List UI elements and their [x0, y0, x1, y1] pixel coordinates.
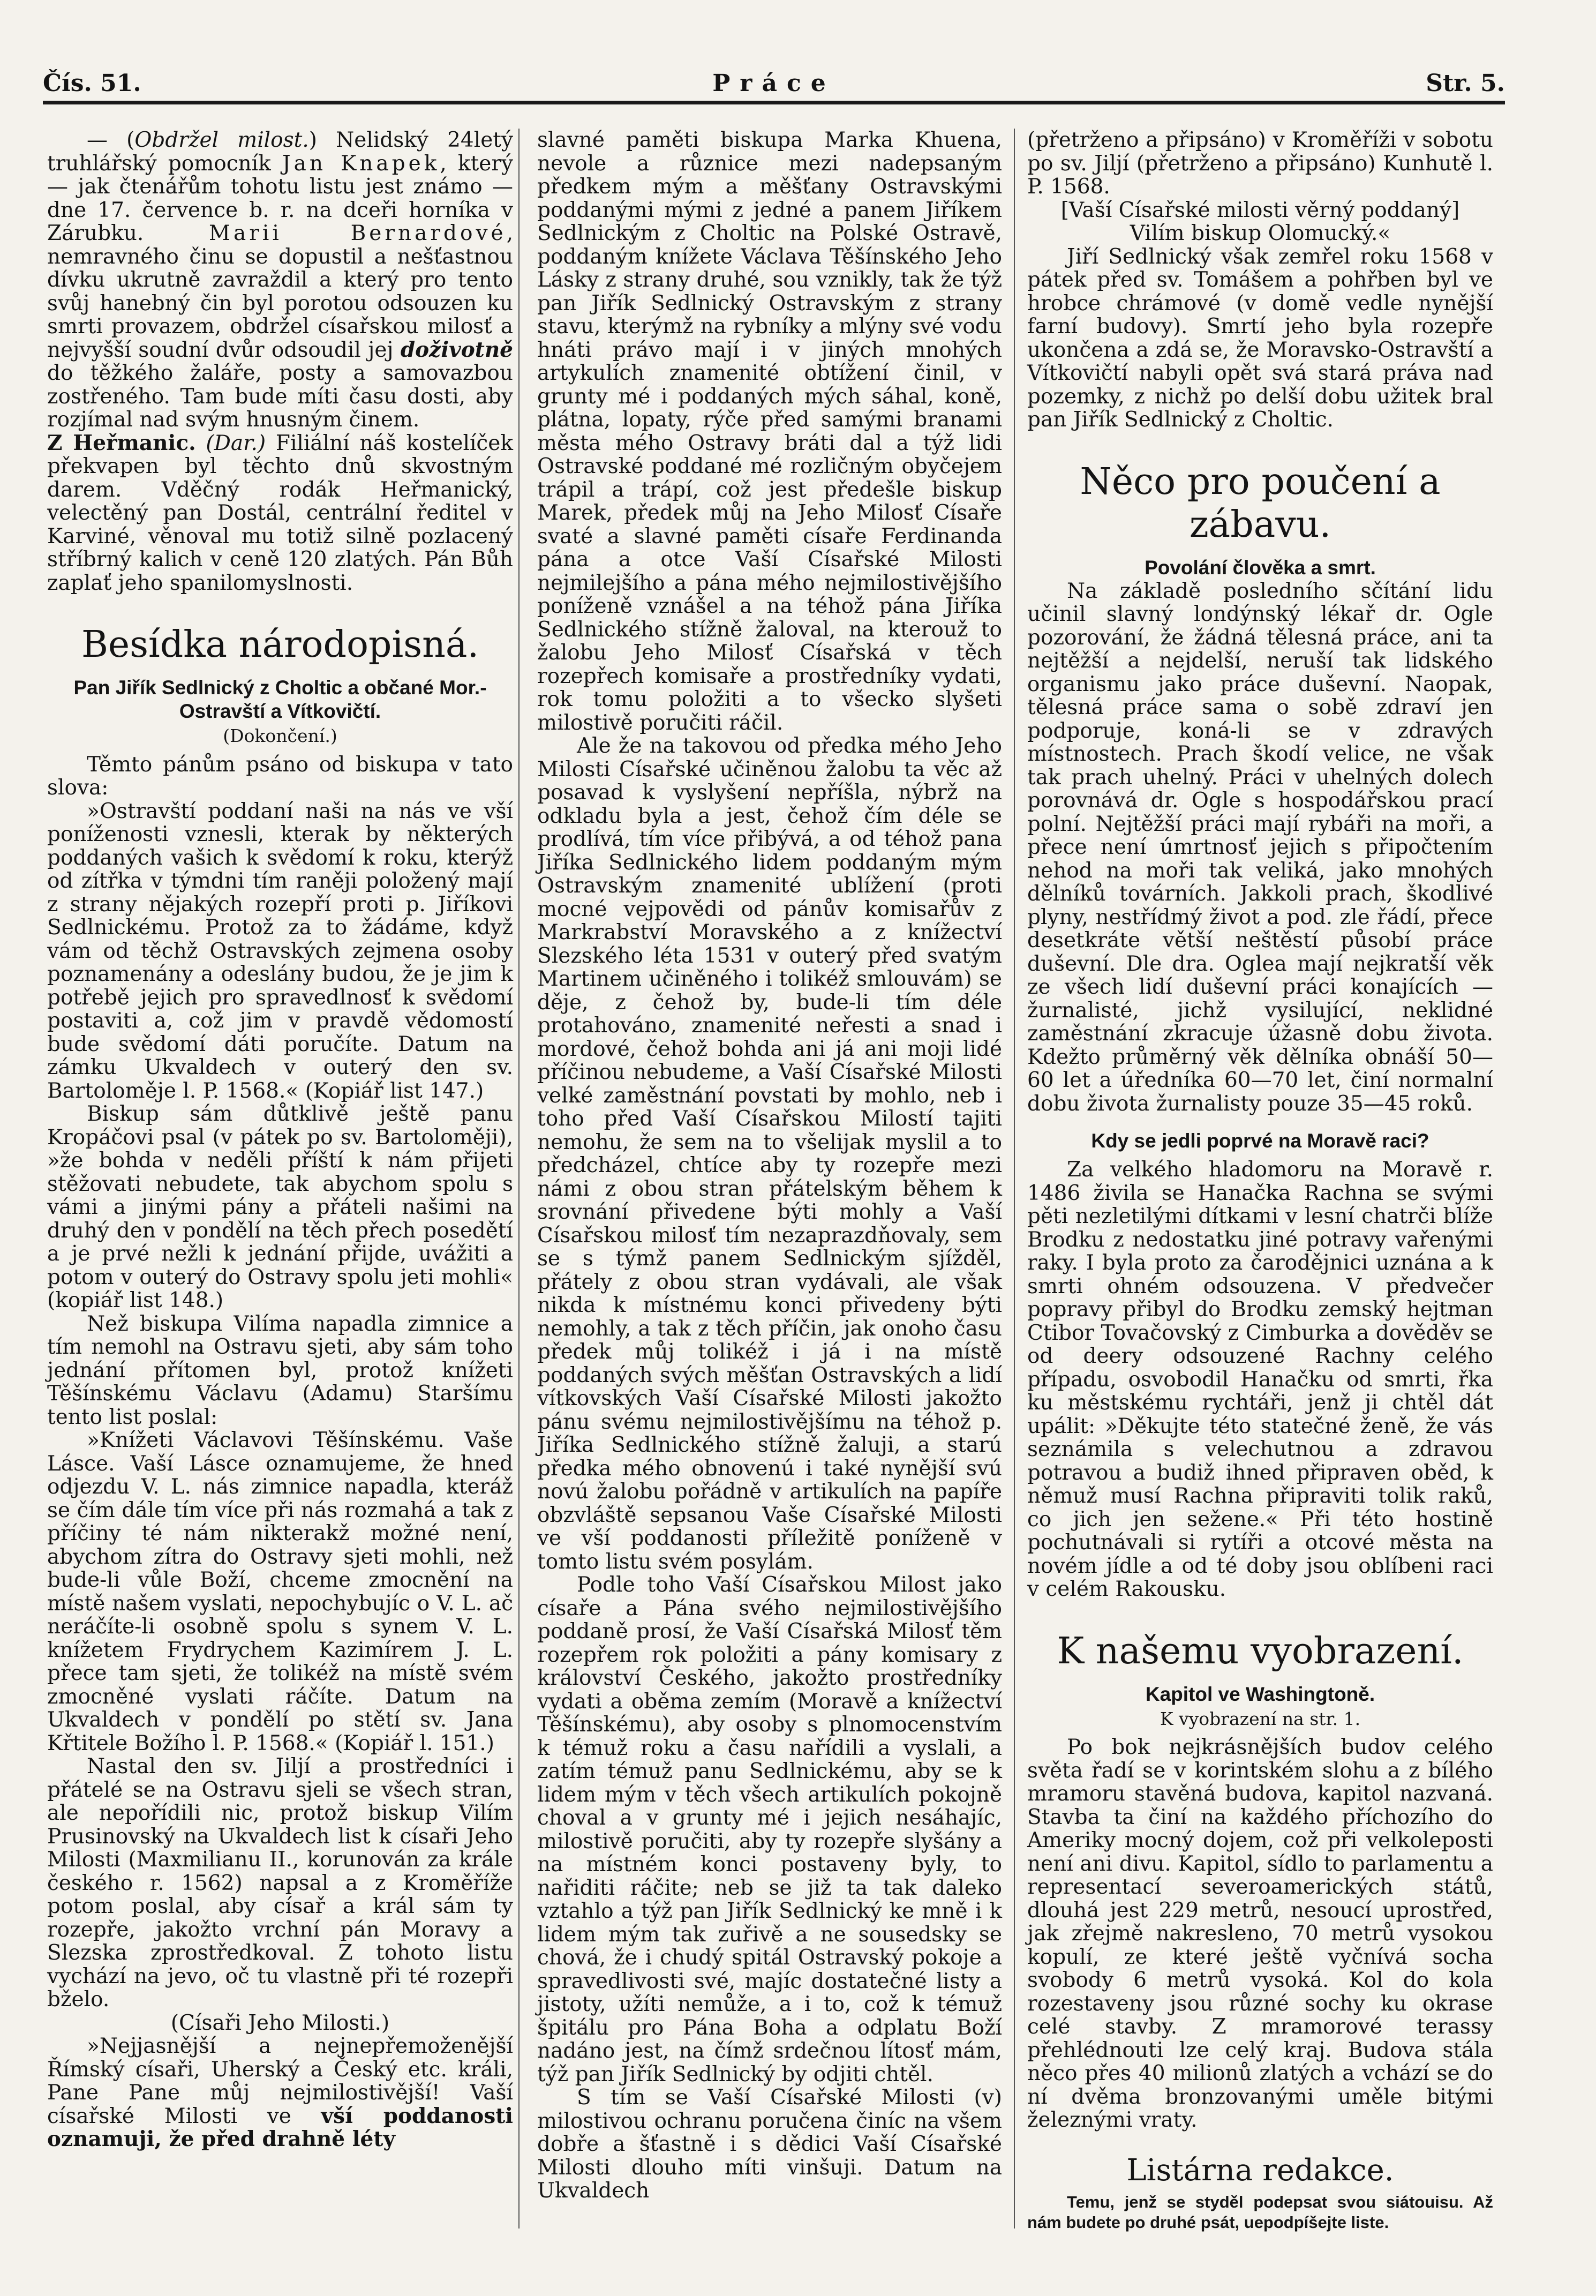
- article-subtitle: Povolání člověka a smrt.: [1145, 556, 1376, 579]
- paragraph: »Nejjasnější a nejnepřemoženější Římský císaři, Uherský a Český etc. králi, Pane Pane můj nejmilostivější! Vaší císařské Milosti ve vší poddanosti oznamuji, že před drahně léty: [47, 2034, 513, 2151]
- paragraph: Za velkého hladomoru na Moravě r. 1486 živila se Hanačka Rachna se svými pěti nezletilými dítkami v lesní chatrči blíže Brodku z nedostatku jiné potravy vařenými raky. I byla proto za čarodějnici uznána a k smrti ohném odsouzena. V předvečer popravy přibyl do Brodku zemský hejtman Ctibor Tovačovský z Cimburka a dověděv se od deery odsouzené Rachny celého případu, osvobodil Hanačku od smrti, řka ku městskému rychtáři, jenž ji chtěl dát upálit: »Děkujte této statečné ženě, že vás seznámila s velechutnou a zdravou potravou a budiž ihned připraven oběd, k němuž musí Rachna připraviti tolik raků, co jich jen sežene.« Při této hostině pochutnávali si rytíři a otcové města na novém jídle a od té doby jsou oblíbeni raci v celém Rakousku.: [1027, 1158, 1493, 1601]
- reference-note: K vyobrazení na str. 1.: [1160, 1708, 1361, 1729]
- section-title-poučení: Něco pro poučení a zábavu.: [1080, 460, 1441, 546]
- page-header: [43, 70, 1505, 102]
- article-subtitle: Kdy se jedli poprvé na Moravě raci?: [1091, 1130, 1429, 1152]
- paragraph: Na základě posledního sčítání lidu učinil slavný londýnský lékař dr. Ogle pozorování, že žádná tělesná práce, ani ta nejtěžší a nejdelší, neruší tak lidského organismu jako práce duševní. Naopak, tělesná práce sama o sobě zdraví jen podporuje, koná-li se v zdravých místnostech. Prach škodí velice, ne však tak prach uhelný. Práci v uhelných dolech porovnává dr. Ogle s hospodářskou prací polní. Nejtěžší práci mají rybáři na moři, a přece není úmrtnosť jejich s připočtením nehod na moři tak veliká, jako mnohých dělníků továrních. Jakkoli prach, škodlivé plyny, nestřídmý život a pod. zle řádí, přece desetkráte větší neštěstí působí práce duševní. Dle dra. Oglea mají nejkratší věk ze všech lidí duševní práci konajících — žurnalisté, jichž vysilující, neklidné zaměstnání zkracuje úžasně dobu života. Kdežto průměrný věk dělníka obnáší 50—60 let a úředníka 60—70 let, činí normalní dobu života žurnalisty pouze 35—45 roků.: [1027, 579, 1493, 1116]
- paragraph: Nastal den sv. Jiljí a prostředníci i přátelé se na Ostravu sjeli se všech stran, ale nepořídili nic, protož biskup Vilím Prusinovský na Ukvaldech list k císaři Jeho Milosti (Maxmilianu II., korunován za krále českého r. 1562) napsal a z Kroměříže potom poslal, aby císař a král sám ty rozepře, jakožto vrchní pán Moravy a Slezska zprostředkoval. Z tohoto listu vychází na jevo, oč tu vlastně při té rozepři bželo.: [47, 1754, 513, 2012]
- continuation-note: (Dokončení.): [223, 725, 337, 746]
- section-title-besidka: Besídka národopisná.: [81, 624, 479, 666]
- paragraph: Podle toho Vaší Císařskou Milost jako císaře a Pána svého nejmilostivějšího poddaně prosí, že Vaší Císařská Milosť těm rozepřem rok položiti a pány komisary z království Českého, jakožto prostředníky vydati a oběma zemím (Moravě a knížectví Těšínskému), aby osoby s plnomocenstvím k témuž roku a času nařídili a vyslali, a zatím témuž panu Sedlnickému, aby se k lidem mým v těch všech artikulích pokojně choval a v grunty mé i jejich nesáhajíc, milostivě poručiti, aby ty rozepře slyšány a na místném konci postaveny byly, to nařiditi ráčite; neb se již ta tak daleko vztahlo a týž pan Jiřík Sedlnický ke mně i k lidem mým tak zuřivě a ne sousedsky se chová, že i chudý spitál Ostravský pokoje a spravedlivosti své, majíc dostatečné listy a jistoty, užíti nemůže, a i to, což k témuž špitálu pro Pána Boha a odplatu Boží nadáno jest, na čímž srdečnou lítosť mám, týž pan Jiřík Sedlnický by odjiti chtěl.: [537, 1573, 1002, 2087]
- paragraph: Biskup sám důtklivě ještě panu Kropáčovi psal (v pátek po sv. Bartoloměji), »že bohda v neděli příští k nám přijeti stěžovati nebudete, tak abychom spolu s vámi a jinými pány a přáteli našimi na druhý den v pondělí na těch přech posedětí a je prvé nežli k jednání přijde, uvážiti a potom v outerý do Ostravy spolu jeti mohli« (kopiář list 148.): [47, 1102, 513, 1312]
- section-title-listarna: Listárna redakce.: [1126, 2152, 1394, 2188]
- column-divider: [518, 129, 520, 2229]
- letter-signature: Vilím biskup Olomucký.«: [1130, 221, 1391, 245]
- letter-heading: (Císaři Jeho Milosti.): [170, 2010, 390, 2035]
- column-right: [1027, 129, 1493, 2233]
- newspaper-title: Práce: [712, 70, 835, 97]
- paragraph: »Knížeti Václavovi Těšínskému. Vaše Lásce. Vaší Lásce oznamujeme, že hned odjezdu V. L. nás zimnice napadla, kteráž se čím dále tím více při nás rozmahá a tak z příčiny té nám nikterakž možné není, abychom zítra do Ostravy sjeti mohli, než bude-li vůle Boží, chceme zmocnění na místě našem vyslati, nepochybujíc o V. L. ač neráčíte-li osobně spolu s synem V. L. knížetem Frydrychem Kazimírem J. L. přece tam sjeti, že tolikéž na místě svém zmocněné vyslati ráčíte. Datum na Ukvaldech v pondělí po stětí sv. Jana Křtitele Božího l. P. 1568.« (Kopiář l. 151.): [47, 1428, 513, 1755]
- column-middle: [537, 129, 1002, 2203]
- paragraph: Těmto pánům psáno od biskupa v tato slova:: [47, 752, 513, 800]
- paragraph: Ale že na takovou od předka mého Jeho Milosti Císařské učiněnou žalobu ta věc až posavad k vyslyšení nepříšla, nýbrž na odkladu byla a jest, čehož čím déle se prodlívá, tím více přibývá, a od téhož pana Jiříka Sedlnického lidem poddaným mým Ostravským znamenité ublížení (proti mocné vejpovědi od pánův komisařův z Markrabství Moravského a z knížectví Slezského léta 1531 v outerý před svatým Martinem učiněného i tolikéž smlouvám) se děje, z čehož by, bude-li tím déle protahováno, znamenité neřesti a snad i mordové, čehož bohda ani já ani moji lidé příčinou nebudeme, a Vaší Císařské Milosti velké zaměstnání povstati by mohlo, neb i toho před Vaší Císařskou Milostí tajiti nemohu, že sem na to všelijak myslil a to předcházel, chtíce aby ty rozepře mezi námi z obou stran přátelským během k srovnání přivedene býti mohly a Vaší Císařskou milosť tím nezaprazdňovaly, sem se s týmž panem Sedlnickým sjížděl, přátely z obou stran vydávali, ale však nikda k místnému konci přivedeny býti nemohly, a tak z těch příčin, jak onoho času předek můj tolikéž i já i na místě poddaných svých měšťan Ostravských a lidí vítkovských Vaší Císařské Milosti jakožto pánu svému nejmilostivějšímu na téhož p. Jiříka Sedlnického stížně žaluji, a starú předka mého obnovenú i také nynější svú novú žalobu pořádně v artikulích na papíře obzvláště sepsanou Vaše Císařské Milosti ve vší poddanosti příležitě poníženě v tomto listu svém posylám.: [537, 734, 1002, 1574]
- letter-closing: [Vaší Císařské milosti věrný poddaný]: [1060, 198, 1460, 222]
- news-item-pardon: — (Obdržel milost.) Nelidský 24letý truhlářský pomocník Jan Knapek, který — jak čtenářům tohotu listu jest známo — dne 17. července b. r. na dceři horníka v Zárubku. Marii Bernardové, nemravného činu se dopustil a nešťastnou dívku ukrutně zavraždil a který pro tento svůj hanebný čin byl porotou odsouzen ku smrti provazem, obdržel císařskou milosť a nejvyšší soudní dvůr odsoudil jej doživotně do těžkého žaláře, posty a samovazbou zostřeného. Tam bude míti času dosti, aby rozjímal nad svým hnusným činem.: [47, 128, 513, 432]
- section-title-vyobrazeni: K našemu vyobrazení.: [1057, 1630, 1464, 1672]
- article-subtitle: Kapitol ve Washingtoně.: [1145, 1683, 1375, 1705]
- issue-number: Čís. 51.: [43, 70, 141, 97]
- header-rule: [43, 101, 1505, 104]
- page-number: Str. 5.: [1426, 70, 1505, 97]
- paragraph: »Ostravští poddaní naši na nás ve vší poníženosti vznesli, kterak by některých poddaných vašich k svědomí k roku, kterýž od zítřka v týmdni tím raněji položený mají z strany nějakých rozepří proti p. Jiříkovi Sedlnickému. Protož za to žádáme, když vám od těchž Ostravských zejmena osoby poznamenány a odeslány budou, že je jim k potřebě jejich pro spravedlnosť k svědomí postaviti a, což jim v pravdě vědomostí bude svědomí dáti poručíte. Datum na zámku Ukvaldech v outerý den sv. Bartoloměje l. P. 1568.« (Kopiář list 147.): [47, 799, 513, 1103]
- article-subtitle: Pan Jiřík Sedlnický z Choltic a občané Mor.-Ostravští a Vítkovičtí.: [73, 677, 487, 722]
- paragraph: Než biskupa Vilíma napadla zimnice a tím nemohl na Ostravu sjeti, aby sám toho jednání přítomen byl, protož knížeti Těšínskému Václavu (Adamu) Staršímu tento list poslal:: [47, 1311, 513, 1429]
- paragraph: Jiří Sedlnický však zemřel roku 1568 v pátek před sv. Tomášem a pohřben byl ve hrobce chrámové (v domě vedle nynější farní budovy). Smrtí jeho byla rozepře ukončena a zdá se, že Moravsko-Ostravští a Vítkovičtí nabyli opět svá stará práva nad pozemky, z nichž po delší dobu užitek bral pan Jiřík Sedlnický z Choltic.: [1027, 244, 1493, 432]
- paragraph: (přetrženo a připsáno) v Kroměříži v sobotu po sv. Jiljí (přetrženo a připsáno) Kunhutě l. P. 1568.: [1027, 128, 1493, 199]
- paragraph: slavné paměti biskupa Marka Khuena, nevole a různice mezi nadepsaným předkem mým a měšťany Ostravskými poddanými mými z jedné a panem Jiříkem Sedlnickým z Choltic na Polské Ostravě, poddaným knížete Václava Těšínského Jeho Lásky z strany druhé, sou vznikly, tak že týž pan Jiřík Sedlnický Ostravským z strany stavu, kterýmž na rybníky a mlýny své vodu hnáti právo mají i v jiných mnohých artykulích znamenité obtížení činil, v grunty mé i poddaných mých sáhal, koně, plátna, lopaty, rýče před samými branami města mého Ostravy bráti dal a týž lidi Ostravské poddané mé rozličným obyčejem trápil a trápí, což jest předešle biskup Marek, předek můj na Jeho Milosť Císaře svaté a slavné paměti císaře Ferdinanda pána a otce Vaší Císařské Milosti nejmilejšího a pána mého nejmilostivějšího poníženě vznášel a na téhož pána Jiříka Sedlnického stížně žaloval, na kterouž to žalobu Jeho Milosť Císařská v těch rozepřech komisaře a prostředníky vydati, rok tomu položiti a to všecko slyšeti milostivě poručiti ráčil.: [537, 128, 1002, 735]
- news-item-hermanice: Z Heřmanic. (Dar.) Filiální náš kostelíček překvapen byl těchto dnů skvostným darem. Vděčný rodák Heřmanický, velectěný pan Dostál, centrální ředitel v Karviné, věnoval mu totiž silně pozlacený stříbrný kalich v ceně 120 zlatých. Pán Bůh zaplať jeho spanilomyslnosti.: [47, 430, 513, 595]
- paragraph: Po bok nejkrásnějších budov celého světa řadí se v korintském slohu a z bílého mramoru stavěná budova, kapitol nazvaná. Stavba ta činí na každého příchozího do Ameriky mocný dojem, což při velkoleposti není ani divu. Kapitol, sídlo to parlamentu a representací severoamerických států, dlouhá jest 229 metrů, nesoucí uprostřed, jak zřejmě nakresleno, 70 metrů vysokou kopulí, ze které ještě vyčnívá socha svobody 6 metrů vysoká. Kol do kola rozestaveny jsou různé sochy ku okrase celé stavby. Z mramorové terassy přehlédnouti lze celý kraj. Budova stála něco přes 40 milionů zlatých a vchází se do ní dvěma bronzovanými uměle bitými železnými vraty.: [1027, 1735, 1493, 2132]
- editorial-note: Temu, jenž se styděl podepsat svou siátouisu. Až nám budete po druhé psát, uepodpíšejte liste.: [1027, 2192, 1493, 2232]
- column-divider: [1014, 129, 1015, 2229]
- column-left: [47, 129, 513, 2151]
- paragraph: S tím se Vaší Císařské Milosti (v) milostivou ochranu poručena činíc na všem dobře a šťastně i s dědici Vaší Císařské Milosti dlouho míti vinšuji. Datum na Ukvaldech: [537, 2085, 1002, 2203]
